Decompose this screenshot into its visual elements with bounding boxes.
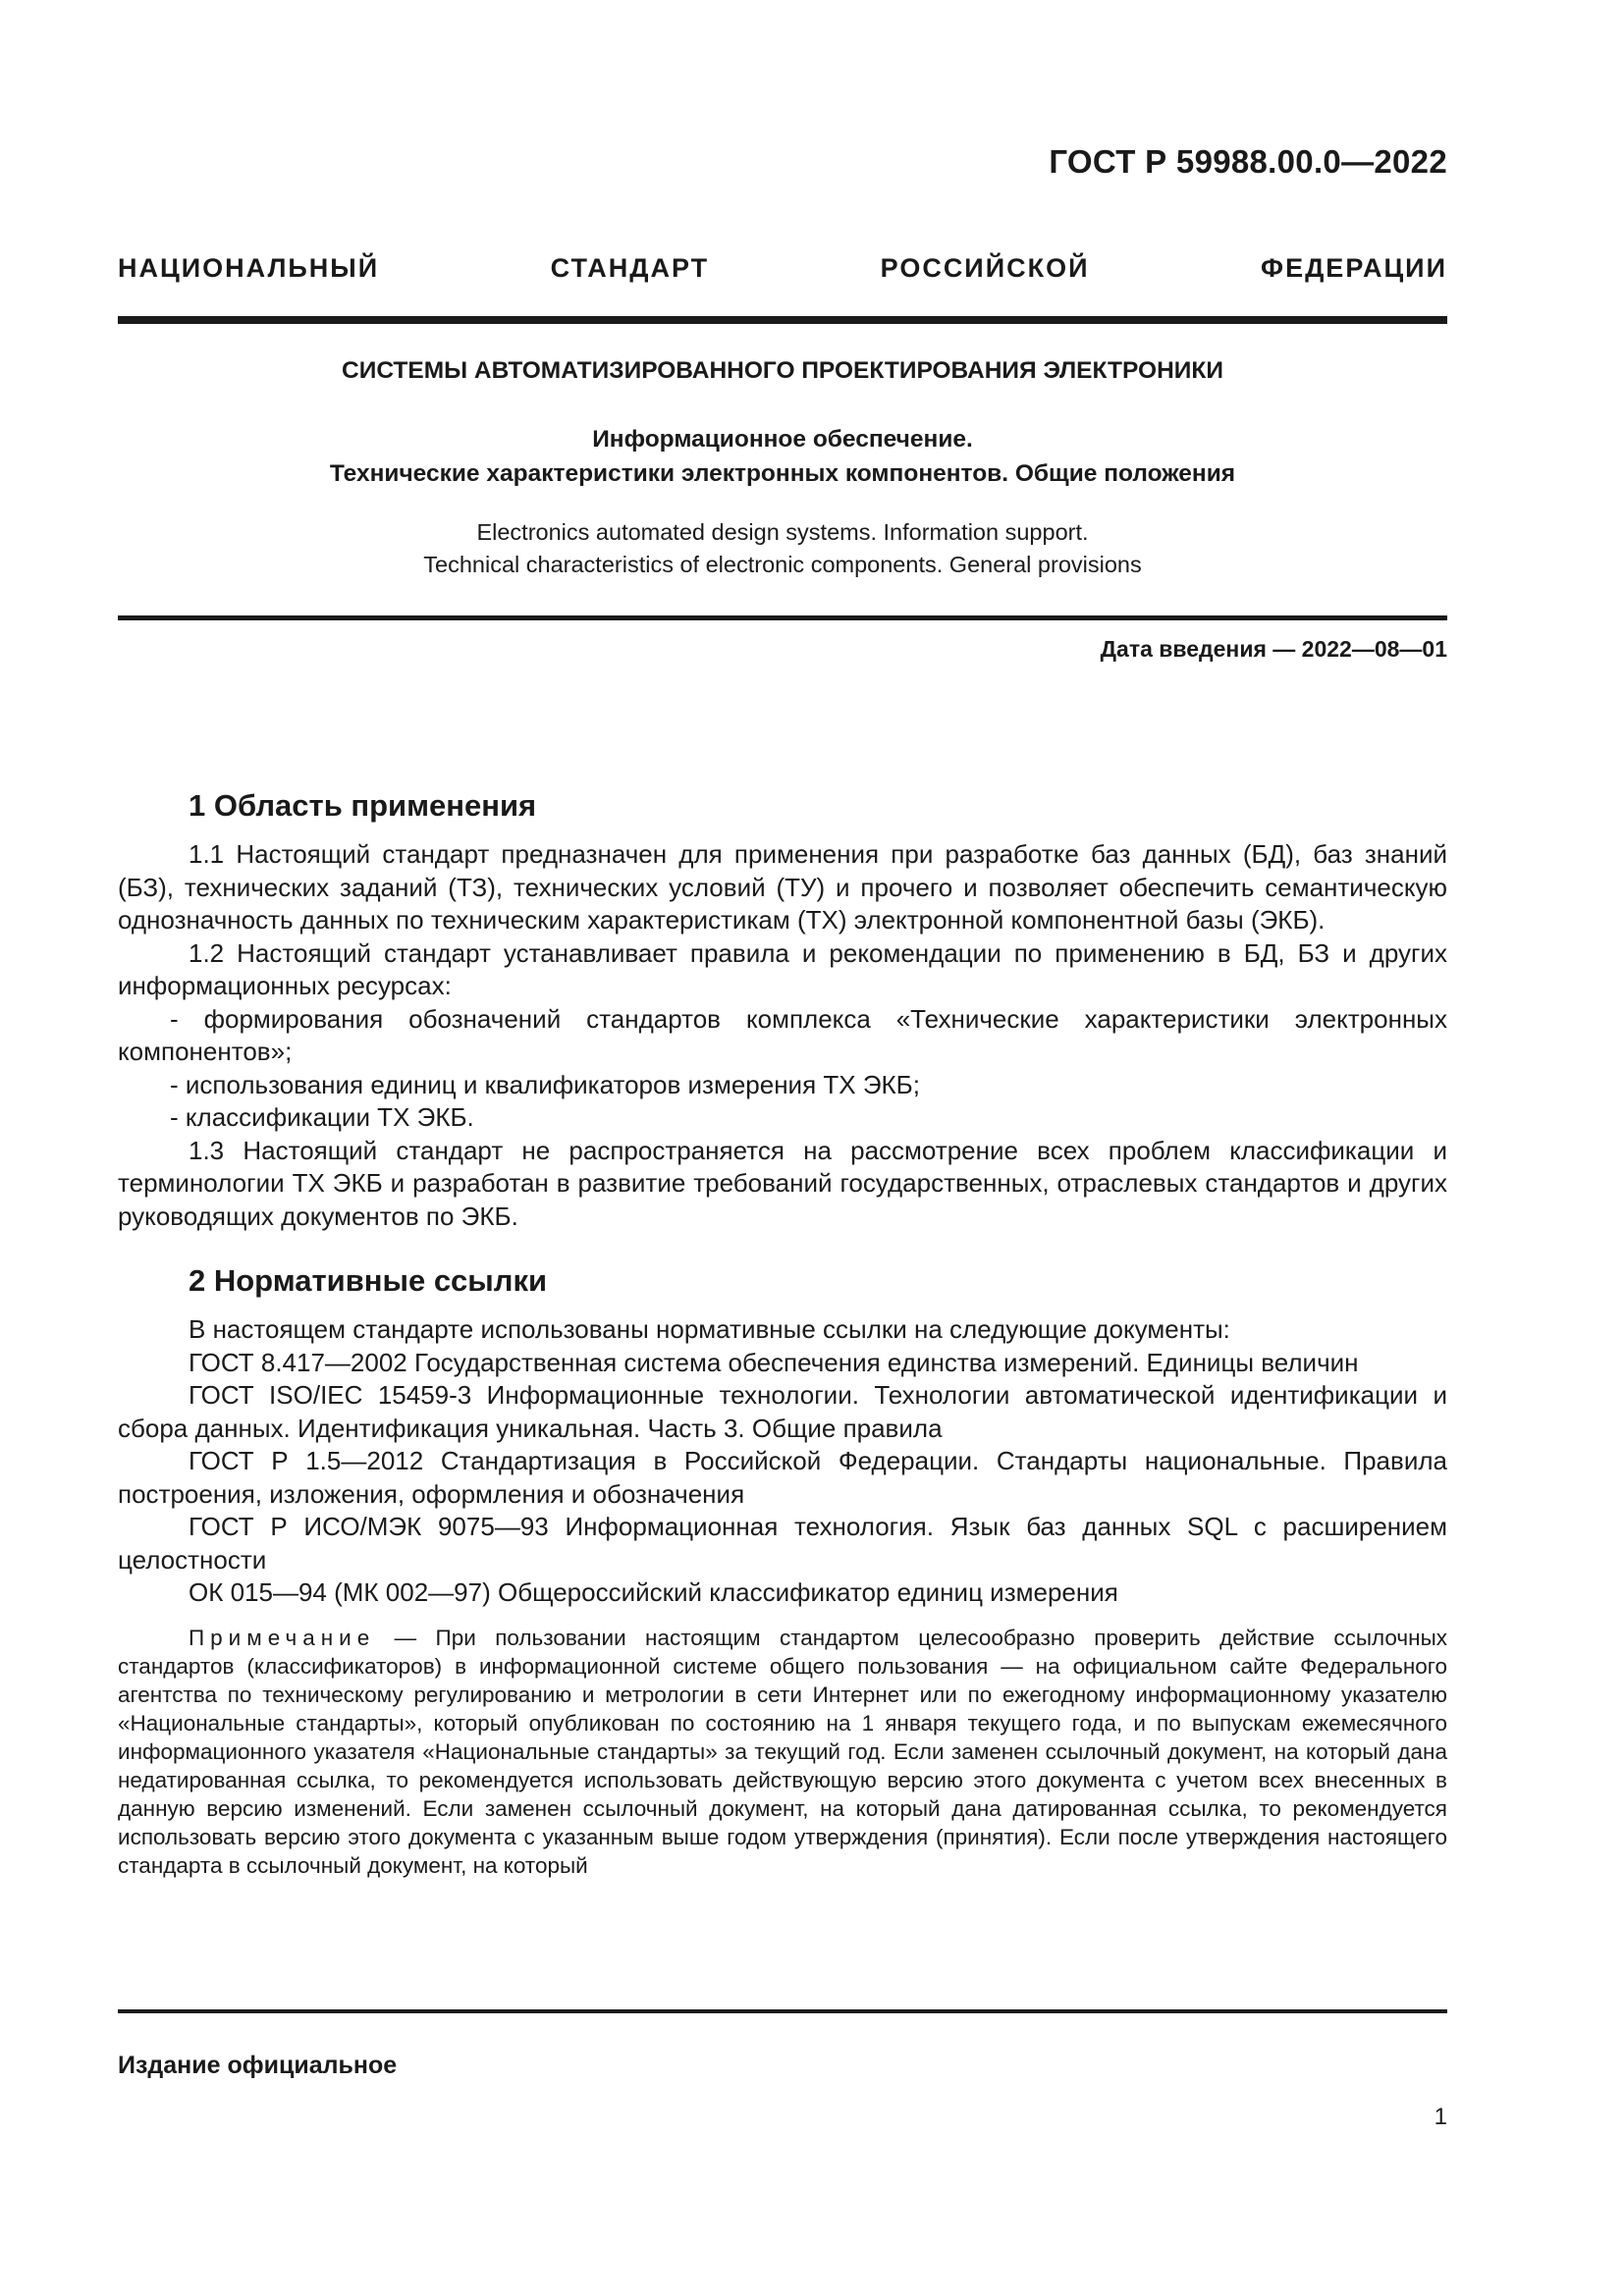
- russian-subtitle: [118, 422, 1447, 491]
- national-standard-banner: НАЦИОНАЛЬНЫЙ СТАНДАРТ РОССИЙСКОЙ ФЕДЕРАЦИИ: [118, 253, 1447, 283]
- russian-subtitle-line-2: Технические характеристики электронных компонентов. Общие положения: [329, 460, 1236, 487]
- document-body: [118, 783, 1447, 1880]
- reference-item: ГОСТ ISO/IEC 15459-3 Информационные технологии. Технологии автоматической идентификации и сбора данных. Идентификация уникальная. Часть 3. Общие правила: [118, 1380, 1447, 1443]
- references-intro: В настоящем стандарте использованы нормативные ссылки на следующие документы:: [189, 1314, 1230, 1344]
- reference-item: ОК 015—94 (МК 002—97) Общероссийский классификатор единиц измерения: [189, 1577, 1118, 1607]
- paragraph-1-2: 1.2 Настоящий стандарт устанавливает правила и рекомендации по применению в БД, БЗ и других информационных ресурсах:: [118, 937, 1447, 1000]
- section-2-heading: 2 Нормативные ссылки: [189, 1263, 548, 1298]
- list-item: - классификации ТХ ЭКБ.: [170, 1102, 474, 1132]
- list-item: - формирования обозначений стандартов комплекса «Технические характеристики электронных компонентов»;: [118, 1003, 1447, 1066]
- section-1-heading: 1 Область применения: [189, 788, 537, 823]
- english-title-line-1: Electronics automated design systems. Information support.: [476, 519, 1089, 545]
- paragraph-1-1: 1.1 Настоящий стандарт предназначен для применения при разработке баз данных (БД), баз знаний (БЗ), технических заданий (ТЗ), технических условий (ТУ) и прочего и позволяет обеспечить семантическую однозначность данных по техническим характеристикам (ТХ) электронной компонентной базы (ЭКБ).: [118, 839, 1447, 934]
- russian-subtitle-line-1: Информационное обеспечение.: [592, 426, 973, 453]
- reference-item: ГОСТ 8.417—2002 Государственная система обеспечения единства измерений. Единицы величин: [189, 1347, 1359, 1377]
- english-title-line-2: Technical characteristics of electronic components. General provisions: [423, 552, 1142, 577]
- official-edition-label: Издание официальное: [118, 2052, 398, 2079]
- paragraph-1-3: 1.3 Настоящий стандарт не распространяется на рассмотрение всех проблем классификации и терминологии ТХ ЭКБ и разработан в развитие требований государственных, отраслевых стандартов и других руководящих документов по ЭКБ.: [118, 1135, 1447, 1231]
- note-label: Примечание: [189, 1625, 376, 1650]
- list-item: - использования единиц и квалификаторов измерения ТХ ЭКБ;: [170, 1069, 920, 1099]
- footer-rule: [118, 2009, 1447, 2013]
- introduction-date: Дата введения — 2022—08—01: [1100, 636, 1447, 662]
- english-title: [118, 516, 1447, 581]
- russian-main-title: СИСТЕМЫ АВТОМАТИЗИРОВАННОГО ПРОЕКТИРОВАНИЯ ЭЛЕКТРОНИКИ: [342, 357, 1223, 384]
- page-number: 1: [1434, 2104, 1447, 2130]
- title-rule: [118, 615, 1447, 620]
- note-paragraph: [118, 1624, 1447, 1880]
- document-code: ГОСТ Р 59988.00.0—2022: [1049, 143, 1447, 180]
- note-text: — При пользовании настоящим стандартом целесообразно проверить действие ссылочных стандартов (классификаторов) в информационной системе общего пользования — на официальном сайте Федерального агентства по техническому регулированию и метрологии в сети Интернет или по ежегодному информационному указателю «Национальные стандарты», который опубликован по состоянию на 1 января текущего года, и по выпускам ежемесячного информационного указателя «Национальные стандарты» за текущий год. Если заменен ссылочный документ, на который дана недатированная ссылка, то рекомендуется использовать действующую версию этого документа с учетом всех внесенных в данную версию изменений. Если заменен ссылочный документ, на который дана датированная ссылка, то рекомендуется использовать версию этого документа с указанным выше годом утверждения (принятия). Если после утверждения настоящего стандарта в ссылочный документ, на который: [118, 1625, 1447, 1878]
- reference-item: ГОСТ Р ИСО/МЭК 9075—93 Информационная технология. Язык баз данных SQL с расширением целостности: [118, 1512, 1447, 1575]
- header-rule: [118, 316, 1447, 324]
- reference-item: ГОСТ Р 1.5—2012 Стандартизация в Российской Федерации. Стандарты национальные. Правила построения, изложения, оформления и обозначения: [118, 1446, 1447, 1509]
